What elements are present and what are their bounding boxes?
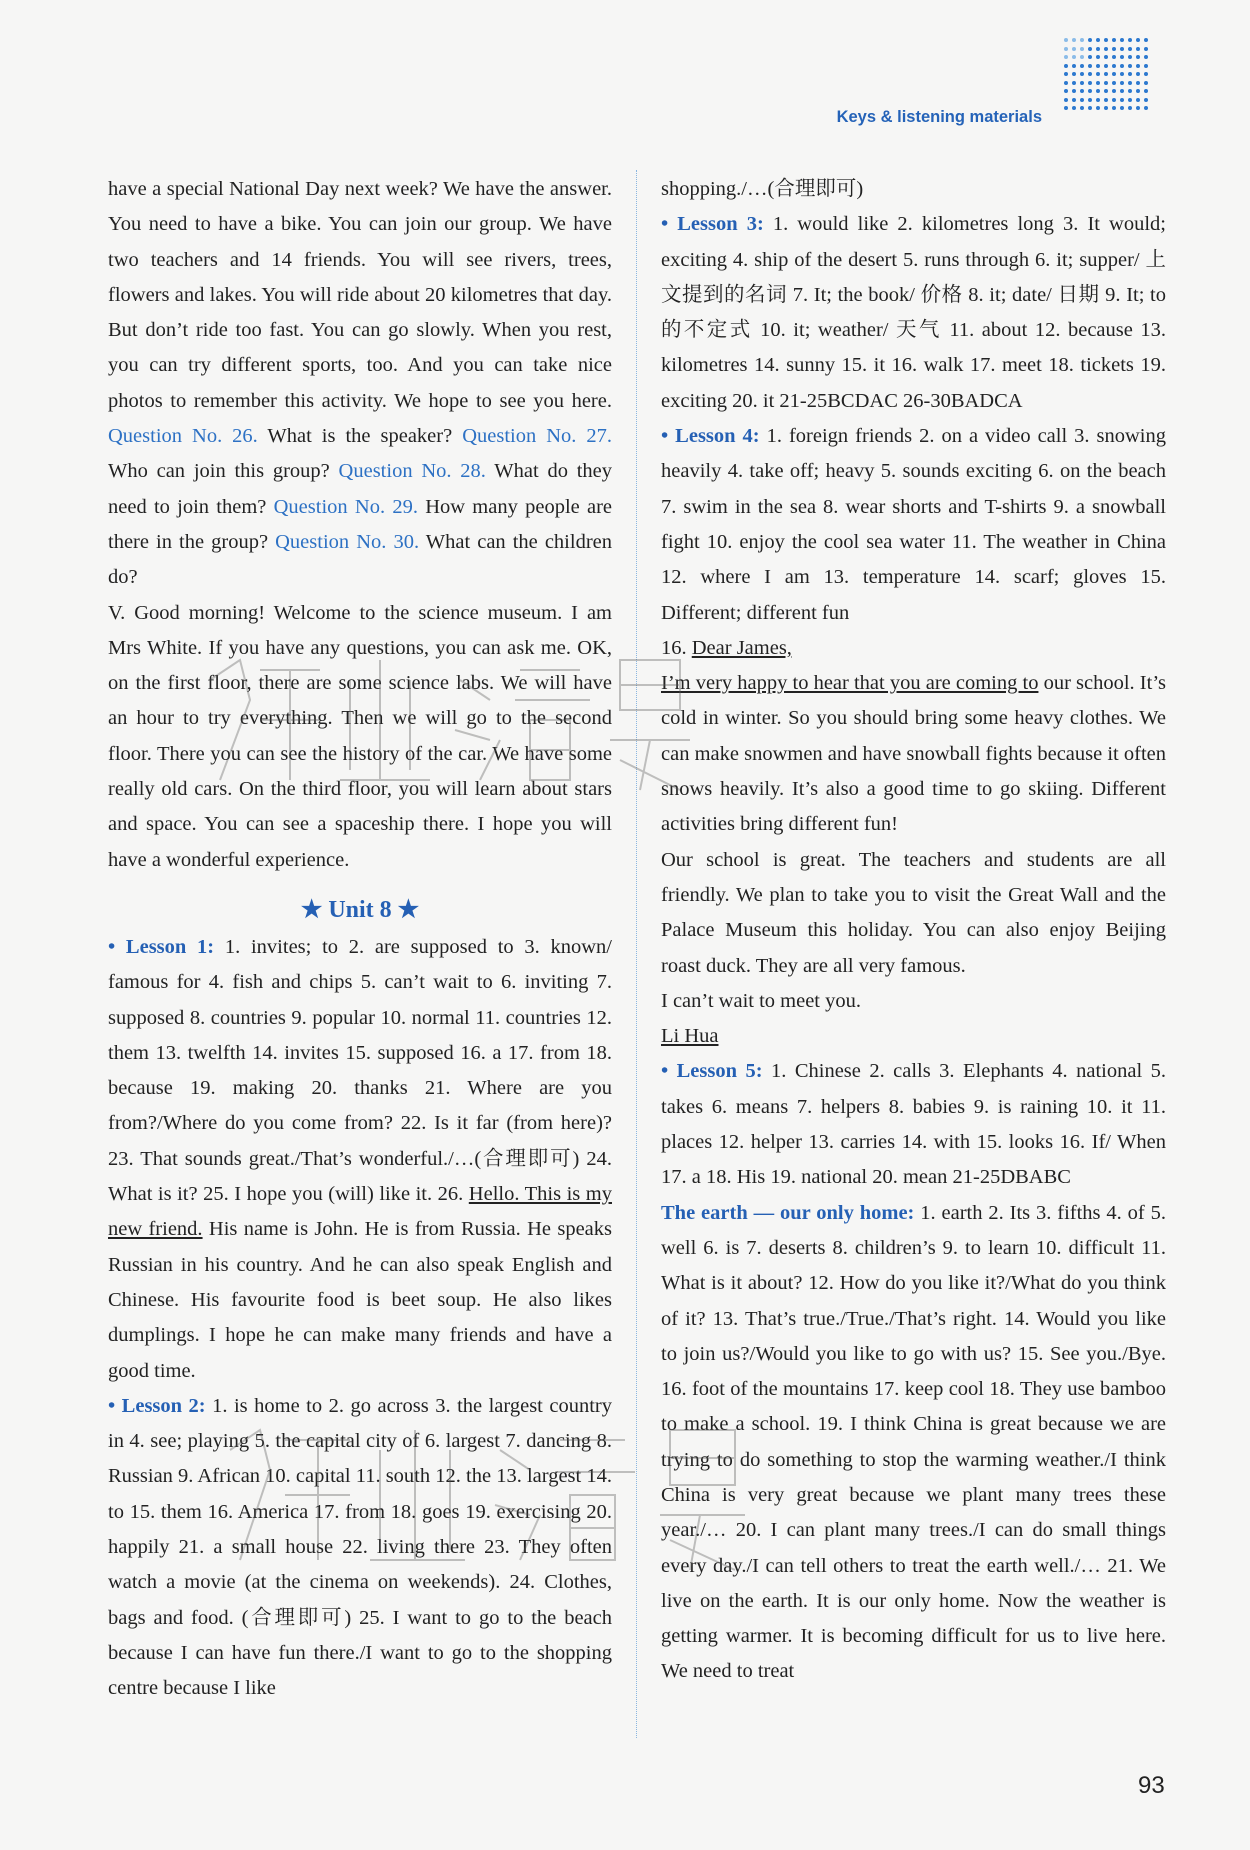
paragraph xyxy=(661,207,1166,419)
paragraph xyxy=(108,1389,612,1707)
left-column xyxy=(108,172,612,1706)
column-divider xyxy=(636,170,637,1738)
decorative-dot-grid xyxy=(1064,38,1152,115)
text-segment: have a special National Day next week? We have the answer. You need to have a bike. You can join our group. We have two teachers and 14 friends. You will see rivers, trees, flowers and lakes. You will ride about 20 kilometres that day. But don’t ride too fast. You can go slowly. When you rest, you can try different sports, too. And you can take nice photos to remember this activity. We hope to see you here. xyxy=(108,178,612,412)
text-segment: 1. Chinese 2. calls 3. Elephants 4. national 5. takes 6. means 7. helpers 8. babies 9. is raining 10. it 11. places 12. helper 13. carries 14. with 15. looks 16. If/ When 17. a 18. His 19. national 20. mean 21-25DBABC xyxy=(661,1060,1166,1189)
text-segment: Who can join this group? xyxy=(108,460,339,483)
lesson-label: • Lesson 3: xyxy=(661,213,764,236)
question-label: Question No. 29. xyxy=(273,495,418,518)
text-segment: What is the speaker? xyxy=(257,425,463,448)
paragraph xyxy=(661,843,1166,984)
underlined-text: Dear James, xyxy=(691,636,792,659)
text-segment: His name is John. He is from Russia. He speaks Russian in his country. And he can also speak English and Chinese. His favourite food is beet soup. He also likes dumplings. I hope he can make many friends and have a good time. xyxy=(108,1218,612,1382)
unit-heading: ★ Unit 8 ★ xyxy=(300,896,420,923)
paragraph xyxy=(661,666,1166,842)
text-segment: How many people are there in the group? xyxy=(108,495,613,553)
paragraph xyxy=(661,419,1166,631)
header-label: Keys & listening materials xyxy=(836,108,1042,126)
question-label: Question No. 28. xyxy=(338,460,486,483)
lesson-label: • Lesson 4: xyxy=(661,425,760,448)
lesson-label: • Lesson 5: xyxy=(661,1060,763,1083)
underlined-text: I’m very happy to hear that you are coming to xyxy=(661,672,1039,695)
paragraph xyxy=(661,1019,1166,1054)
page-number: 93 xyxy=(1138,1772,1165,1799)
question-label: Question No. 27. xyxy=(462,425,613,448)
lesson-label: The earth — our only home: xyxy=(661,1201,915,1224)
paragraph xyxy=(108,596,612,878)
text-segment: 1. would like 2. kilometres long 3. It would; exciting 4. ship of the desert 5. runs through 6. it; supper/ 上文提到的名词 7. It; the book/ 价格 8. it; date/ 日期 9. It; to 的不定式 10. it; weather/ 天气 11. about 12. because 13. kilometres 14. sunny 15. it 16. walk 17. meet 18. tickets 19. exciting 20. it 21-25BCDAC 26-30BADCA xyxy=(661,213,1166,412)
question-label: Question No. 30. xyxy=(275,530,420,553)
text-segment: What can the children do? xyxy=(108,530,612,589)
paragraph xyxy=(661,631,1166,666)
text-segment: 1. foreign friends 2. on a video call 3. snowing heavily 4. take off; heavy 5. sounds exciting 6. on the beach 7. swim in the sea 8. wear shorts and T-shirts 9. a snowball fight 10. enjoy the cool sea water 11. The weather in China 12. where I am 13. temperature 14. scarf; gloves 15. Different; different fun xyxy=(661,425,1166,624)
lesson-label: • Lesson 1: xyxy=(108,935,215,958)
lesson-label: • Lesson 2: xyxy=(108,1394,206,1417)
right-column xyxy=(661,172,1166,1690)
text-segment: V. Good morning! Welcome to the science museum. I am Mrs White. If you have any questions, you can ask me. OK, on the first floor, there are some science labs. We will have an hour to try everything. Then we will go to the second floor. There you can see the history of the car. We have some really old cars. On the third floor, you will learn about stars and space. You can see a spaceship there. I hope you will have a wonderful experience. xyxy=(108,601,612,871)
text-segment: our school. It’s cold in winter. So you should bring some heavy clothes. We can make snowmen and have snowball fights because it often snows heavily. It’s also a good time to go skiing. Different activities bring different fun! xyxy=(661,672,1167,836)
paragraph xyxy=(661,1054,1166,1195)
text-segment: 1. invites; to 2. are supposed to 3. known/ famous for 4. fish and chips 5. can’t wait to 6. inviting 7. supposed 8. countries 9. popular 10. normal 11. countries 12. them 13. twelfth 14. invites 15. supposed 16. a 17. from 18. because 19. making 20. thanks 21. Where are you from?/Where do you come from? 22. Is it far (from here)? 23. That sounds great./That’s wonderful./…(合理即可) 24. What is it? 25. I hope you (will) like it. 26. xyxy=(108,935,612,1206)
paragraph xyxy=(661,984,1166,1019)
text-segment: What do they need to join them? xyxy=(108,460,613,518)
text-segment: 1. earth 2. Its 3. fifths 4. of 5. well 6. is 7. deserts 8. children’s 9. to learn 10. difficult 11. What is it about? 12. How do you like it?/What do you think of it? 13. That’s true./True./That’s right. 14. Would you like to join us?/Would you like to go with us? 15. See you./Bye. 16. foot of the mountains 17. keep cool 18. They use bamboo to make a school. 19. I think China is great because we are trying to do something to stop the warming weather./I think China is very great because we plant many trees these year./… 20. I can plant many trees./I can do small things every day./I can tell others to treat the earth well./… 21. We live on the earth. It is our only home. Now the weather is getting warmer. It is becoming difficult for us to live here. We need to treat xyxy=(661,1201,1166,1683)
text-segment: shopping./…(合理即可) xyxy=(661,178,864,200)
underlined-text: Li Hua xyxy=(661,1025,719,1048)
question-label: Question No. 26. xyxy=(108,425,258,448)
underlined-text: Hello. This is my new friend. xyxy=(108,1183,612,1241)
paragraph xyxy=(661,172,1166,207)
paragraph xyxy=(108,172,612,596)
text-segment: 16. xyxy=(661,636,692,659)
text-segment: Our school is great. The teachers and students are all friendly. We plan to take you to visit the Great Wall and the Palace Museum this holiday. You can also enjoy Beijing roast duck. They are all very famous. xyxy=(661,848,1166,977)
paragraph xyxy=(661,1196,1166,1690)
paragraph xyxy=(108,930,612,1389)
text-segment: I can’t wait to meet you. xyxy=(661,989,862,1012)
text-segment: 1. is home to 2. go across 3. the largest country in 4. see; playing 5. the capital city of 6. largest 7. dancing 8. Russian 9. African 10. capital 11. south 12. the 13. largest 14. to 15. them 16. America 17. from 18. goes 19. exercising 20. happily 21. a small house 22. living there 23. They often watch a movie (at the cinema on weekends). 24. Clothes, bags and food. (合理即可) 25. I want to go to the beach because I can have fun there./I want to go to the shopping centre because I like xyxy=(108,1394,612,1700)
